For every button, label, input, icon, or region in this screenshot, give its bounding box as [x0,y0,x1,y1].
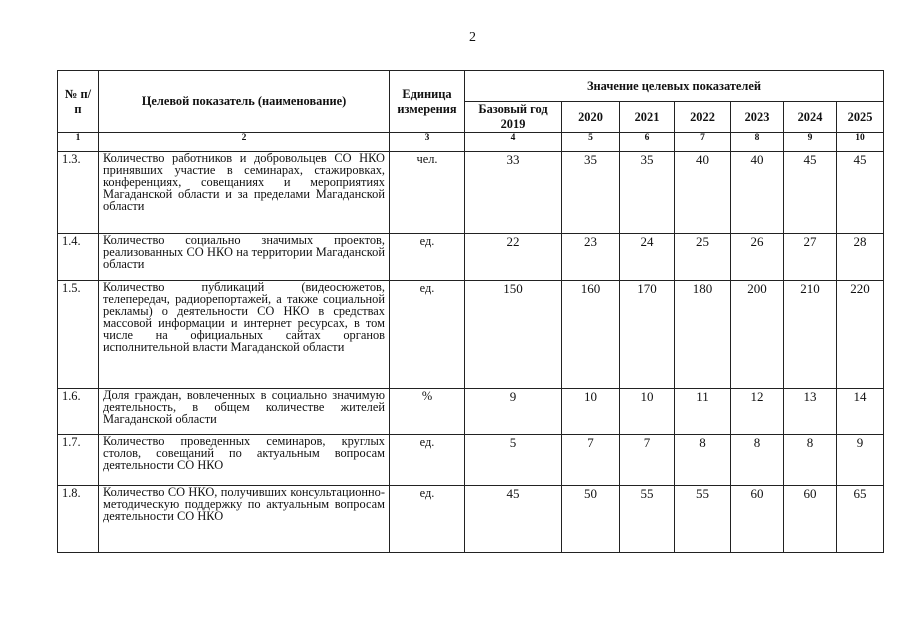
header-no: № п/п [58,71,99,133]
year-value: 8 [731,435,784,486]
row-number: 1.3. [58,152,99,234]
year-value: 28 [837,234,884,281]
header-year: 2021 [620,102,675,133]
base-value: 22 [465,234,562,281]
row-number: 1.5. [58,281,99,389]
column-numbers-row [58,133,884,152]
column-number: 9 [784,133,837,152]
header-year: 2025 [837,102,884,133]
header-year: 2024 [784,102,837,133]
indicator-name: Количество работников и добровольцев СО НКО принявших участие в семинарах, стажировках, конференциях, совещаниях и мероприятиях Магаданской области и за пределами Магаданской области [99,152,390,234]
target-indicators-table [57,70,884,553]
header-indicator: Целевой показатель (наименование) [99,71,390,133]
year-value: 40 [675,152,731,234]
year-value: 10 [620,389,675,435]
year-value: 35 [562,152,620,234]
row-number: 1.7. [58,435,99,486]
year-value: 220 [837,281,884,389]
header-year: 2022 [675,102,731,133]
year-value: 7 [562,435,620,486]
year-value: 25 [675,234,731,281]
year-value: 180 [675,281,731,389]
column-number: 10 [837,133,884,152]
row-number: 1.4. [58,234,99,281]
year-value: 8 [784,435,837,486]
header-base-year: Базовый год 2019 [465,102,562,133]
base-value: 150 [465,281,562,389]
year-value: 45 [784,152,837,234]
indicator-name: Доля граждан, вовлеченных в социально значимую деятельность, в общем количестве жителей Магаданской области [99,389,390,435]
column-number: 6 [620,133,675,152]
year-value: 10 [562,389,620,435]
header-unit: Единица измерения [390,71,465,133]
column-number: 1 [58,133,99,152]
year-value: 12 [731,389,784,435]
table-row [58,234,884,281]
year-value: 27 [784,234,837,281]
year-value: 23 [562,234,620,281]
year-value: 45 [837,152,884,234]
year-value: 7 [620,435,675,486]
column-number: 4 [465,133,562,152]
column-number: 3 [390,133,465,152]
row-number: 1.8. [58,486,99,553]
year-value: 40 [731,152,784,234]
indicator-name: Количество социально значимых проектов, реализованных СО НКО на территории Магаданской области [99,234,390,281]
column-number: 2 [99,133,390,152]
year-value: 55 [675,486,731,553]
year-value: 13 [784,389,837,435]
year-value: 200 [731,281,784,389]
page-number: 2 [469,30,476,45]
indicator-name: Количество СО НКО, получивших консультационно-методическую поддержку по актуальным вопросам деятельности СО НКО [99,486,390,553]
year-value: 160 [562,281,620,389]
base-value: 33 [465,152,562,234]
year-value: 14 [837,389,884,435]
year-value: 210 [784,281,837,389]
header-values-group: Значение целевых показателей [465,71,884,102]
year-value: 60 [784,486,837,553]
year-value: 11 [675,389,731,435]
table-row [58,152,884,234]
year-value: 26 [731,234,784,281]
unit-cell: ед. [390,281,465,389]
indicator-name: Количество проведенных семинаров, круглых столов, совещаний по актуальным вопросам деятельности СО НКО [99,435,390,486]
base-value: 5 [465,435,562,486]
base-value: 45 [465,486,562,553]
row-number: 1.6. [58,389,99,435]
year-value: 24 [620,234,675,281]
unit-cell: ед. [390,486,465,553]
indicator-name: Количество публикаций (видеосюжетов, телепередач, радиорепортажей, а также социальной рекламы) о деятельности СО НКО в средствах массовой информации и интернет ресурсах, в том числе на официальных сайтах органов исполнительной власти Магаданской области [99,281,390,389]
year-value: 8 [675,435,731,486]
year-value: 55 [620,486,675,553]
base-value: 9 [465,389,562,435]
unit-cell: % [390,389,465,435]
table-row [58,281,884,389]
table-row [58,435,884,486]
header-year: 2020 [562,102,620,133]
unit-cell: ед. [390,435,465,486]
year-value: 60 [731,486,784,553]
table-row [58,389,884,435]
unit-cell: ед. [390,234,465,281]
column-number: 5 [562,133,620,152]
year-value: 65 [837,486,884,553]
year-value: 9 [837,435,884,486]
table-row [58,486,884,553]
column-number: 7 [675,133,731,152]
year-value: 170 [620,281,675,389]
column-number: 8 [731,133,784,152]
year-value: 50 [562,486,620,553]
year-value: 35 [620,152,675,234]
header-year: 2023 [731,102,784,133]
unit-cell: чел. [390,152,465,234]
